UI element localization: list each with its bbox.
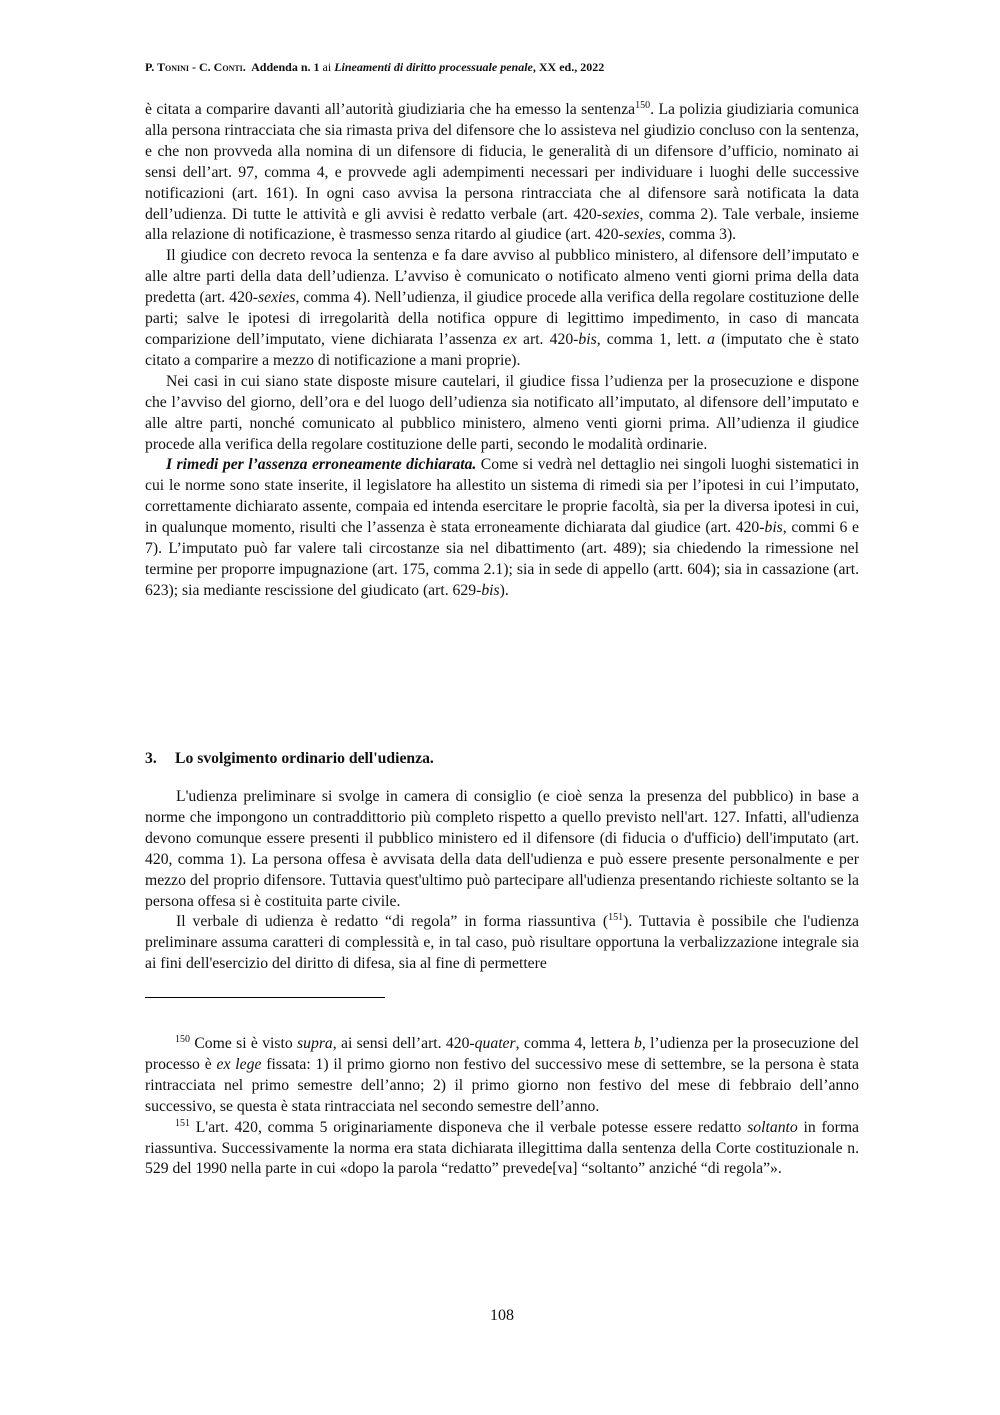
text-run: fissata: 1) il primo giorno non festivo del successivo mese di settembre, se la persona è stata rintracciata nel primo semestre dell’anno; 2) il primo giorno non festivo del mese di febbraio dell’anno successivo, se questa è stata rintracciata nel secondo semestre dell’anno. <box>145 1055 859 1115</box>
text-run: , commi 6 e 7). L’imputato può far valere tali circostanze sia nel dibattimento (art. 489); sia chiedendo la rimessione nel termine per proporre impugnazione (art. 175, comma 2.1); sia in sede di appello (artt. 604); sia in cassazione (art. 623); sia mediante rescissione del giudicato (art. 629- <box>145 519 859 599</box>
footnote-number: 150 <box>175 1033 190 1045</box>
italic-run: soltanto <box>747 1118 798 1136</box>
header-edition: , XX ed., 2022 <box>532 60 605 74</box>
header-addenda: Addenda n. 1 <box>251 60 320 74</box>
italic-run: a <box>707 330 716 348</box>
text-run: . La polizia giudiziaria comunica alla persona rintracciata che sia rimasta priva del difensore che lo assisteva nel giudizio concluso con la sentenza, e che non provveda alla nomina di un difensore di fiducia, le generalità di un difensore d’ufficio, nominato ai sensi dell’art. 97, comma 4, e provvede agli adempimenti necessari per individuare i luoghi delle successive notificazioni (art. 161). In ogni caso avvisa la persona rintracciata che al difensore sarà notificata la data dell’udienza. Di tutte le attività e gli avvisi è redatto verbale (art. 420- <box>145 101 859 223</box>
footnote-ref-150: 150 <box>635 99 651 111</box>
paragraph-1 <box>145 100 859 246</box>
text-run: , comma 4, lettera <box>515 1035 634 1052</box>
section-title: Lo svolgimento ordinario dell'udienza. <box>175 750 434 767</box>
text-run: Il verbale di udienza è redatto “di regola” in forma riassuntiva ( <box>176 913 609 931</box>
italic-run: ex <box>502 330 517 348</box>
text-run: ). Tuttavia è possibile che l'udienza preliminare assuma caratteri di complessità e, in tal caso, può risultare opportuna la verbalizzazione integrale sia ai fini dell'esercizio del diritto di difesa, sia al fine di permettere <box>145 913 859 973</box>
italic-run: sexies <box>258 289 296 307</box>
text-run: è citata a comparire davanti all’autorità giudiziaria che ha emesso la sentenza <box>145 101 636 118</box>
body-text-upper <box>145 100 859 602</box>
paragraph-2 <box>145 246 859 371</box>
text-run: , comma 3). <box>661 226 737 244</box>
italic-run: quater <box>474 1035 516 1052</box>
section-heading <box>145 750 434 768</box>
section-number: 3. <box>145 750 157 767</box>
text-run: , l’udienza per la prosecuzione del processo è <box>145 1035 859 1073</box>
italic-run: ex lege <box>216 1055 262 1073</box>
footnote-ref-151: 151 <box>608 912 624 924</box>
text-run: , comma 4). Nell’udienza, il giudice procede alla verifica della regolare costituzione delle parti; salve le ipotesi di irregolarità della notifica oppure di legittimo impedimento, in caso di mancata comparizione dell’imputato, viene dichiarata l’assenza <box>145 289 859 348</box>
text-run: , ai sensi dell’art. 420- <box>332 1035 475 1052</box>
footnote-number: 151 <box>175 1117 190 1129</box>
page-number: 108 <box>490 1307 514 1324</box>
header-authors: P. Tonini - C. Conti. <box>145 60 246 74</box>
paragraph-6 <box>145 912 859 975</box>
italic-run: bis <box>764 519 783 537</box>
text-run: L'art. 420, comma 5 originariamente disponeva che il verbale potesse essere redatto <box>190 1118 748 1136</box>
text-run: (imputato che è stato citato a comparire a mezzo di notificazione a mani proprie). <box>145 330 860 369</box>
text-run: , comma 1, lett. <box>596 330 708 348</box>
running-header <box>145 60 859 75</box>
body-text-lower <box>145 787 859 975</box>
paragraph-4 <box>145 455 859 601</box>
paragraph-heading: I rimedi per l’assenza erroneamente dichiarata. <box>166 456 477 474</box>
paragraph-5: L'udienza preliminare si svolge in camera di consiglio (e cioè senza la presenza del pubblico) in base a norme che impongono un contraddittorio più completo rispetto a quello previsto nell'art. 127. Infatti, all'udienza devono comunque essere presenti il pubblico ministero ed il difensore (di fiducia o d'ufficio) dell'imputato (art. 420, comma 1). La persona offesa è avvisata della data dell'udienza e può essere presente personalmente e per mezzo del proprio difensore. Tuttavia quest'ultimo può partecipare all'udienza presentando richieste soltanto se la persona offesa si è costituita parte civile. <box>145 788 859 910</box>
text-run: Come si vedrà nel dettaglio nei singoli luoghi sistematici in cui le norme sono state inserite, il legislatore ha allestito un sistema di rimedi sia per l’ipotesi in cui l’imputato, correttamente dichiarato assente, compaia ed intenda esercitare le proprie facoltà, sia per la diversa ipotesi in cui, in qualunque momento, risulti che l’assenza è stata erroneamente dichiarata dal giudice (art. 420- <box>145 456 860 537</box>
footnotes <box>145 1034 859 1180</box>
italic-run: sexies <box>623 226 662 244</box>
header-book-title: Lineamenti di diritto processuale penale <box>334 60 533 74</box>
italic-run: sexies <box>602 205 640 223</box>
text-run: , comma 2). Tale verbale, insieme alla relazione di notificazione, è trasmesso senza ritardo al giudice (art. 420- <box>145 205 859 244</box>
italic-run: supra <box>297 1035 333 1052</box>
italic-run: bis <box>578 330 597 348</box>
footnote-151 <box>145 1118 859 1181</box>
header-ai: ai <box>322 60 332 74</box>
footnote-separator <box>145 997 385 998</box>
paragraph-3: Nei casi in cui siano state disposte misure cautelari, il giudice fissa l’udienza per la prosecuzione e dispone che l’avviso del giorno, dell’ora e del luogo dell’udienza sia notificato all’imputato, al difensore dell’imputato e alle altre parti, nonché comunicato al pubblico ministero, almeno venti giorni prima. All’udienza il giudice procede alla verifica della regolare costituzione delle parti, secondo le modalità ordinarie. <box>145 372 859 453</box>
italic-run: b <box>633 1035 642 1052</box>
italic-run: bis <box>481 581 500 599</box>
text-run: Il giudice con decreto revoca la sentenza e fa dare avviso al pubblico ministero, al difensore dell’imputato e alle altre parti della data dell’udienza. L’avviso è comunicato o notificato almeno venti giorni prima della data predetta (art. 420- <box>145 247 859 307</box>
text-run: Come si è visto <box>190 1035 298 1052</box>
text-run: ). <box>499 581 509 599</box>
text-run: art. 420- <box>516 330 579 348</box>
footnote-150 <box>145 1034 859 1118</box>
text-run: in forma riassuntiva. Successivamente la norma era stata dichiarata illegittima dalla sentenza della Corte costituzionale n. 529 del 1990 nella parte in cui «dopo la parola “redatto” prevede[va] “soltanto” anziché “di regola”». <box>145 1118 859 1178</box>
